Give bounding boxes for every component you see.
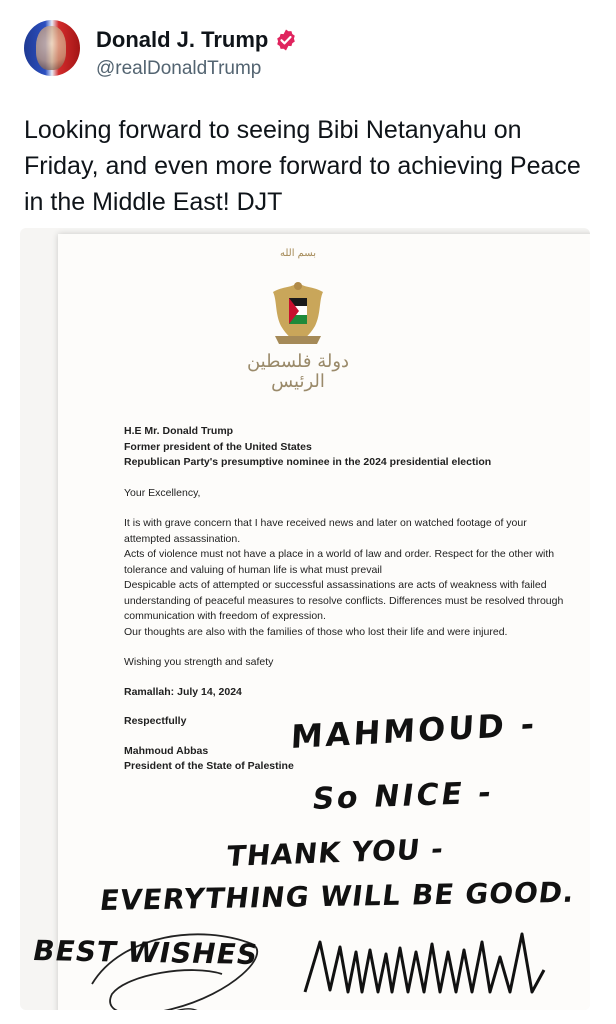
handwritten-line: BEST WISHES: [30, 934, 262, 971]
display-name[interactable]: Donald J. Trump: [96, 27, 269, 52]
verified-badge-icon: [274, 28, 298, 52]
user-handle[interactable]: @realDonaldTrump: [96, 58, 262, 79]
letter-wish: Wishing you strength and safety: [124, 656, 274, 668]
letter-salutation: Your Excellency,: [124, 486, 201, 499]
letter-place-date: Ramallah: July 14, 2024: [124, 685, 242, 698]
letter-paragraph: Acts of violence must not have a place in a world of law and order. Respect for the other with tolerance and valuing of human life is what must prevail: [124, 548, 555, 576]
letter-address-line: H.E Mr. Donald Trump: [124, 425, 234, 437]
handwritten-line: EVERYTHING WILL BE GOOD.: [98, 875, 577, 917]
eagle-seal-icon: [263, 274, 333, 352]
letter-paragraph: Despicable acts of attempted or successful assassinations are acts of weakness with failed understanding of peaceful measures to resolve conflicts. Differences must be resolved through communication with freedom of expression.: [124, 579, 564, 622]
avatar[interactable]: [24, 20, 80, 76]
tweet-text: Looking forward to seeing Bibi Netanyahu on Friday, and even more forward to achieving Peace in the Middle East! DJT: [24, 116, 581, 216]
letter-closing: Respectfully: [124, 715, 187, 727]
seal-bottom-text: دولة فلسطين الرئيس: [246, 351, 350, 392]
handwritten-line: MAHMOUD -: [290, 704, 539, 756]
letter-address-line: Former president of the United States: [124, 440, 312, 453]
trump-signature: [300, 922, 550, 1002]
letter-address-line: Republican Party's presumptive nominee in the 2024 presidential election: [124, 456, 492, 468]
letter-paragraph: Our thoughts are also with the families of those who lost their life and were injured.: [124, 625, 508, 638]
letter-signer-title: President of the State of Palestine: [124, 760, 294, 772]
letter-signer-name: Mahmoud Abbas: [124, 744, 209, 757]
handwritten-line: THANK YOU -: [225, 832, 446, 873]
handwritten-line: So NICE -: [310, 775, 497, 817]
seal-top-text: بسم الله: [279, 248, 317, 259]
letter-paragraph: It is with grave concern that I have received news and later on watched footage of your attempted assassination.: [124, 517, 527, 545]
user-name-row: [96, 27, 298, 53]
